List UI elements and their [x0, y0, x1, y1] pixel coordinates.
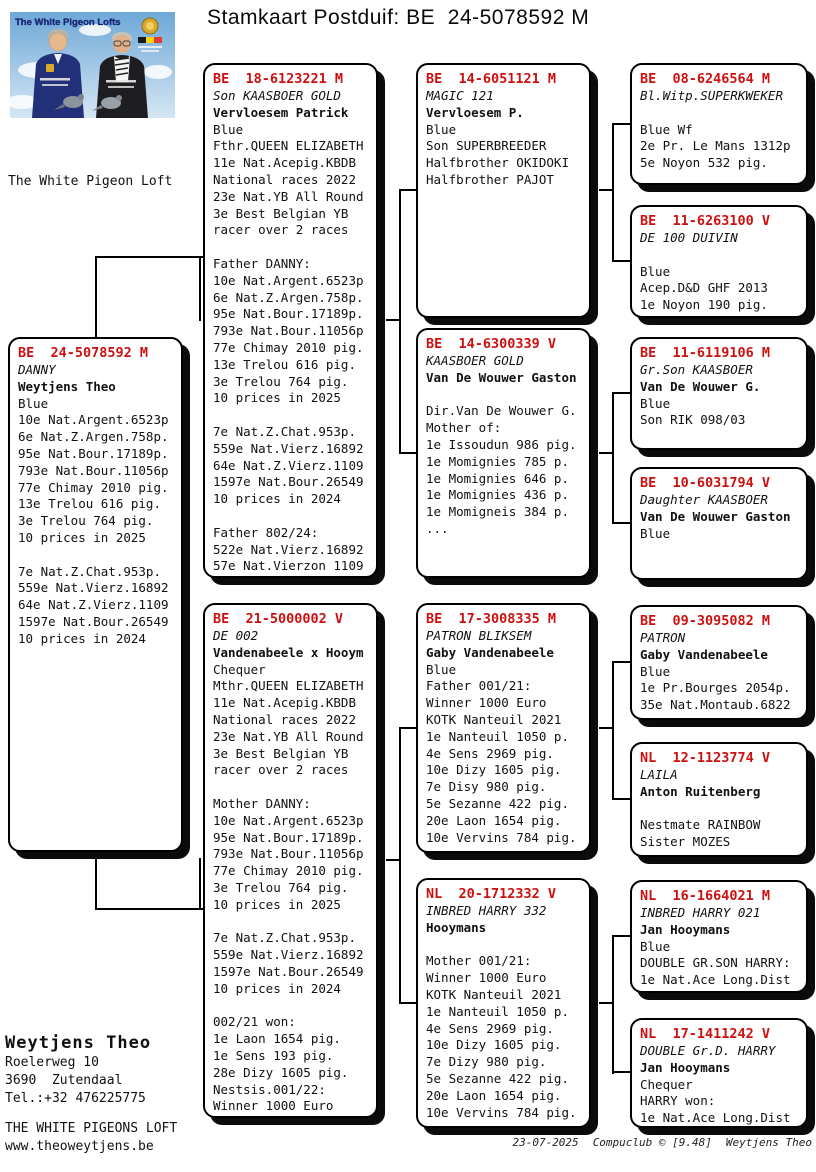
ring-number: NL 20-1712332 V [426, 886, 557, 902]
pedigree-line: 1e Nat.Ace Long.Dist [640, 972, 791, 988]
pedigree-line: 002/21 won: [213, 1014, 296, 1030]
owner-name: Weytjens Theo [5, 1033, 152, 1053]
pedigree-line: 3e Trelou 764 pig. [18, 513, 154, 529]
pedigree-line: Van De Wouwer Gaston [640, 508, 791, 524]
pedigree-box-greatgrand-fmf [630, 337, 808, 450]
pedigree-line [213, 914, 368, 931]
pedigree-line: National races 2022 [213, 711, 356, 727]
pedigree-box-greatgrand-fff [630, 63, 808, 185]
pedigree-line: Blue [426, 661, 457, 677]
pedigree-line: Fthr.QUEEN ELIZABETH [213, 138, 364, 154]
connector-line [95, 256, 205, 258]
page-title: Stamkaart Postduif: BE 24-5078592 M [207, 6, 590, 29]
pedigree-line: Daughter KAASBOER [640, 492, 768, 507]
pedigree-line: Son KAASBOER GOLD [213, 88, 341, 103]
pedigree-line: KOTK Nanteuil 2021 [426, 986, 562, 1002]
connector-line [612, 123, 630, 125]
pedigree-line [640, 801, 798, 818]
pedigree-line: Acep.D&D GHF 2013 [640, 280, 768, 296]
pedigree-line: 10 prices in 2024 [213, 491, 341, 507]
pedigree-line [213, 407, 368, 424]
pedigree-box-greatgrand-mff [630, 605, 808, 720]
owner-phone: Tel.:+32 476225775 [5, 1091, 146, 1106]
connector-line [95, 256, 97, 337]
pedigree-line [213, 239, 368, 256]
pedigree-line: Nestsis.001/22: [213, 1081, 326, 1097]
pedigree-box-greatgrand-ffm [630, 205, 808, 318]
pedigree-line: 35e Nat.Montaub.6822 [640, 697, 791, 713]
pedigree-line: 559e Nat.Vierz.16892 [18, 580, 169, 596]
pedigree-box-grandmother-mm [416, 878, 591, 1128]
pedigree-line: 64e Nat.Z.Vierz.1109 [213, 457, 364, 473]
pedigree-line: 10 prices in 2024 [213, 980, 341, 996]
pedigree-line: Blue [18, 395, 49, 411]
pedigree-line: 1e Pr.Bourges 2054p. [640, 680, 791, 696]
pedigree-line: 559e Nat.Vierz.16892 [213, 947, 364, 963]
pedigree-line: Blue [640, 263, 671, 279]
pedigree-line: PATRON [640, 630, 686, 645]
pedigree-line: DOUBLE Gr.D. HARRY [640, 1043, 776, 1058]
pedigree-line: 793e Nat.Bour.11056p [213, 323, 364, 339]
photo-overlay-title: The White Pigeon Lofts [15, 17, 121, 28]
ring-number: BE 10-6031794 V [640, 475, 771, 491]
pedigree-line: Blue [640, 395, 671, 411]
pedigree-line: 1597e Nat.Bour.26549 [213, 474, 364, 490]
pedigree-box-greatgrand-mmm [630, 1018, 808, 1128]
connector-line [399, 189, 416, 191]
pedigree-line: LAILA [640, 767, 678, 782]
pedigree-line: 7e Nat.Z.Chat.953p. [213, 423, 356, 439]
pedigree-line: Winner 1000 Euro [213, 1098, 334, 1114]
pedigree-box-grandmother-fm [416, 328, 591, 578]
pedigree-line: Chequer [213, 661, 266, 677]
ring-number: NL 12-1123774 V [640, 750, 771, 766]
pedigree-line [426, 937, 581, 954]
pedigree-line: 10e Nat.Argent.6523p [213, 272, 364, 288]
pedigree-line: 1e Issoudun 986 pig. [426, 436, 577, 452]
pedigree-line: 1e Momigneis 384 p. [426, 504, 569, 520]
pedigree-line: 77e Chimay 2010 pig. [213, 339, 364, 355]
pedigree-line: 522e Nat.Vierz.16892 [213, 541, 364, 557]
ring-number: NL 16-1664021 M [640, 888, 771, 904]
ring-number: NL 17-1411242 V [640, 1026, 771, 1042]
pedigree-line: Blue [640, 663, 671, 679]
pedigree-line: INBRED HARRY 021 [640, 905, 761, 920]
pedigree-line: 10 prices in 2025 [213, 896, 341, 912]
pedigree-line: 1e Momignies 646 p. [426, 470, 569, 486]
pedigree-line: 6e Nat.Z.Argen.758p. [213, 289, 364, 305]
owner-street: Roelerweg 10 [5, 1055, 99, 1070]
pedigree-line: 10e Vervins 784 pig. [426, 829, 577, 845]
pedigree-line: Gaby Vandenabeele [640, 646, 768, 662]
connector-line [612, 798, 630, 800]
pedigree-line: Vandenabeele x Hooym [213, 644, 364, 660]
pedigree-line: DANNY [18, 362, 56, 377]
pedigree-line: Blue Wf [640, 121, 693, 137]
pedigree-line: DOUBLE GR.SON HARRY: [640, 955, 791, 971]
pedigree-line: 1e Laon 1654 pig. [213, 1031, 341, 1047]
ring-number: BE 09-3095082 M [640, 613, 771, 629]
pedigree-line: 1597e Nat.Bour.26549 [18, 613, 169, 629]
pedigree-line: 1e Momignies 785 p. [426, 453, 569, 469]
pedigree-box-father [203, 63, 378, 578]
pedigree-line: 793e Nat.Bour.11056p [213, 846, 364, 862]
pedigree-line: 559e Nat.Vierz.16892 [213, 440, 364, 456]
pedigree-line: Mthr.QUEEN ELIZABETH [213, 678, 364, 694]
pedigree-line: Father 802/24: [213, 524, 319, 540]
pedigree-line: 23e Nat.YB All Round [213, 188, 364, 204]
pedigree-line: 1e Nanteuil 1050 p. [426, 728, 569, 744]
pedigree-line: Winner 1000 Euro [426, 695, 547, 711]
ring-number: BE 11-6263100 V [640, 213, 771, 229]
pedigree-line: 7e Nat.Z.Chat.953p. [213, 930, 356, 946]
pedigree-line: 1597e Nat.Bour.26549 [213, 963, 364, 979]
connector-line [612, 1071, 630, 1073]
owner-city: 3690 Zutendaal [5, 1073, 123, 1088]
connector-line [612, 935, 630, 937]
pedigree-line: 5e Sezanne 422 pig. [426, 795, 569, 811]
pedigree-line: 20e Laon 1654 pig. [426, 1087, 562, 1103]
pedigree-line: DE 002 [213, 628, 259, 643]
pedigree-line: Gr.Son KAASBOER [640, 362, 753, 377]
pedigree-line: Bl.Witp.SUPERKWEKER [640, 88, 783, 103]
pedigree-line: KAASBOER GOLD [426, 353, 524, 368]
pedigree-line: Dir.Van De Wouwer G. [426, 403, 577, 419]
pedigree-line: Van De Wouwer G. [640, 378, 761, 394]
pedigree-line: 1e Momignies 436 p. [426, 487, 569, 503]
pedigree-line: 95e Nat.Bour.17189p. [213, 306, 364, 322]
owner-block [5, 1032, 177, 1156]
pedigree-line: Chequer [640, 1076, 693, 1092]
connector-line [612, 522, 630, 524]
pedigree-line: Winner 1000 Euro [426, 970, 547, 986]
pedigree-line: Son SUPERBREEDER [426, 138, 547, 154]
pedigree-line: Jan Hooymans [640, 921, 731, 937]
pedigree-line: racer over 2 races [213, 762, 349, 778]
connector-line [399, 727, 416, 729]
pedigree-line: 1e Sens 193 pig. [213, 1047, 334, 1063]
pedigree-line: 64e Nat.Z.Vierz.1109 [18, 597, 169, 613]
pedigree-line: 13e Trelou 616 pig. [18, 496, 161, 512]
owner-website: www.theoweytjens.be [5, 1139, 154, 1154]
pedigree-line: 13e Trelou 616 pig. [213, 356, 356, 372]
pedigree-line: Mother DANNY: [213, 795, 311, 811]
pedigree-line: 3e Trelou 764 pig. [213, 373, 349, 389]
pedigree-line: 7e Nat.Z.Chat.953p. [18, 563, 161, 579]
pedigree-line: Nestmate RAINBOW [640, 817, 761, 833]
pedigree-line: 1e Nanteuil 1050 p. [426, 1003, 569, 1019]
pedigree-line: 23e Nat.YB All Round [213, 728, 364, 744]
connector-line [399, 727, 401, 1004]
ring-number: BE 14-6300339 V [426, 336, 557, 352]
pedigree-line: ... [426, 520, 449, 536]
pedigree-line: Blue [213, 121, 244, 137]
pedigree-line [213, 998, 368, 1015]
footer-software: Compuclub © [9.48] [592, 1136, 712, 1149]
pedigree-line: 3e Best Belgian YB [213, 745, 349, 761]
pedigree-line: Vervloesem P. [426, 104, 524, 120]
pedigree-line: 5e Noyon 532 pig. [640, 155, 768, 171]
ring-number: BE 08-6246564 M [640, 71, 771, 87]
pedigree-line: KOTK Nanteuil 2021 [426, 711, 562, 727]
pedigree-box-subject [8, 337, 183, 852]
connector-line [399, 189, 401, 454]
pedigree-line: 10 prices in 2025 [18, 529, 146, 545]
pedigree-line [640, 105, 798, 122]
pedigree-box-greatgrand-mfm [630, 742, 808, 857]
pedigree-line: 4e Sens 2969 pig. [426, 745, 554, 761]
connector-line [399, 1002, 416, 1004]
ring-number: BE 11-6119106 M [640, 345, 771, 361]
pedigree-line: 2e Pr. Le Mans 1312p [640, 138, 791, 154]
pedigree-box-greatgrand-fmm [630, 467, 808, 580]
ring-number: BE 17-3008335 M [426, 611, 557, 627]
pedigree-line: 793e Nat.Bour.11056p [18, 462, 169, 478]
pedigree-line: Mother of: [426, 420, 502, 436]
pedigree-line: Hooymans [426, 919, 487, 935]
pedigree-line: 20e Laon 1654 pig. [426, 812, 562, 828]
pedigree-line: Jan Hooymans [640, 1059, 731, 1075]
connector-line [612, 661, 614, 800]
pedigree-line: 28e Dizy 1605 pig. [213, 1064, 349, 1080]
pedigree-line: INBRED HARRY 332 [426, 903, 547, 918]
pedigree-line: 10e Nat.Argent.6523p [213, 812, 364, 828]
pedigree-line: Blue [640, 938, 671, 954]
pedigree-line: Gaby Vandenabeele [426, 644, 554, 660]
pedigree-line: Blue [640, 525, 671, 541]
pedigree-line: Mother 001/21: [426, 953, 532, 969]
pedigree-box-mother [203, 603, 378, 1118]
footer-date: 23-07-2025 [512, 1136, 579, 1149]
pedigree-line: 77e Chimay 2010 pig. [213, 863, 364, 879]
pedigree-line [640, 247, 798, 264]
pedigree-line: racer over 2 races [213, 222, 349, 238]
pedigree-line: PATRON BLIKSEM [426, 628, 532, 643]
connector-line [612, 392, 614, 524]
pedigree-line: Anton Ruitenberg [640, 783, 761, 799]
pedigree-line: Van De Wouwer Gaston [426, 369, 577, 385]
connector-line [612, 260, 630, 262]
owner-loft: THE WHITE PIGEONS LOFT [5, 1121, 178, 1136]
pedigree-line: Sister MOZES [640, 834, 731, 850]
pedigree-line: 10 prices in 2024 [18, 630, 146, 646]
pedigree-line: Halfbrother OKIDOKI [426, 155, 569, 171]
pedigree-line: 5e Sezanne 422 pig. [426, 1070, 569, 1086]
pedigree-line: Weytjens Theo [18, 378, 116, 394]
pedigree-line: 95e Nat.Bour.17189p. [213, 829, 364, 845]
pedigree-line [18, 547, 173, 564]
pedigree-line: 11e Nat.Acepig.KBDB [213, 155, 356, 171]
pedigree-line: 10 prices in 2025 [213, 390, 341, 406]
loft-photo [10, 12, 175, 118]
pedigree-line [213, 508, 368, 525]
footer-user: Weytjens Theo [725, 1136, 812, 1149]
ring-number: BE 24-5078592 M [18, 345, 149, 361]
pedigree-line: 10e Dizy 1605 pig. [426, 1037, 562, 1053]
pedigree-line: 3e Best Belgian YB [213, 205, 349, 221]
pedigree-line: 1e Noyon 190 pig. [640, 297, 768, 313]
pedigree-box-greatgrand-mmf [630, 880, 808, 993]
pedigree-line: 10e Dizy 1605 pig. [426, 762, 562, 778]
pedigree-line: Father DANNY: [213, 255, 311, 271]
pedigree-line: Son RIK 098/03 [640, 412, 746, 428]
photo-caption: The White Pigeon Loft [8, 174, 173, 189]
connector-line [399, 452, 416, 454]
pedigree-line [213, 779, 368, 796]
connector-line [612, 123, 614, 262]
pedigree-line: HARRY won: [640, 1093, 716, 1109]
pedigree-line: 7e Dizy 980 pig. [426, 1054, 547, 1070]
pedigree-line: 7e Disy 980 pig. [426, 779, 547, 795]
ring-number: BE 14-6051121 M [426, 71, 557, 87]
pedigree-line: 4e Sens 2969 pig. [426, 1020, 554, 1036]
connector-line [612, 392, 630, 394]
connector-line [95, 908, 205, 910]
connector-line [199, 256, 201, 321]
connector-line [612, 935, 614, 1074]
pedigree-line: Blue [426, 121, 457, 137]
pedigree-line: 95e Nat.Bour.17189p. [18, 445, 169, 461]
pedigree-box-grandfather-ff [416, 63, 591, 318]
ring-number: BE 18-6123221 M [213, 71, 344, 87]
pedigree-line: DE 100 DUIVIN [640, 230, 738, 245]
print-footer [498, 1136, 812, 1149]
pedigree-line: Vervloesem Patrick [213, 104, 349, 120]
pedigree-box-grandfather-mf [416, 603, 591, 853]
pedigree-line [426, 387, 581, 404]
pedigree-line: 1e Nat.Ace Long.Dist [640, 1110, 791, 1126]
ring-number: BE 21-5000002 V [213, 611, 344, 627]
pedigree-line: 57e Nat.Vierzon 1109 [213, 558, 364, 574]
connector-line [199, 858, 201, 910]
pedigree-line: 10e Nat.Argent.6523p [18, 412, 169, 428]
pedigree-line: Halfbrother PAJOT [426, 171, 554, 187]
pedigree-line: 10e Vervins 784 pig. [426, 1104, 577, 1120]
pedigree-line: National races 2022 [213, 171, 356, 187]
pedigree-line: 77e Chimay 2010 pig. [18, 479, 169, 495]
pedigree-line: MAGIC 121 [426, 88, 494, 103]
pedigree-line: 3e Trelou 764 pig. [213, 879, 349, 895]
pedigree-line: Father 001/21: [426, 678, 532, 694]
connector-line [95, 852, 97, 910]
pedigree-line: 11e Nat.Acepig.KBDB [213, 695, 356, 711]
connector-line [612, 661, 630, 663]
pedigree-line: 6e Nat.Z.Argen.758p. [18, 429, 169, 445]
